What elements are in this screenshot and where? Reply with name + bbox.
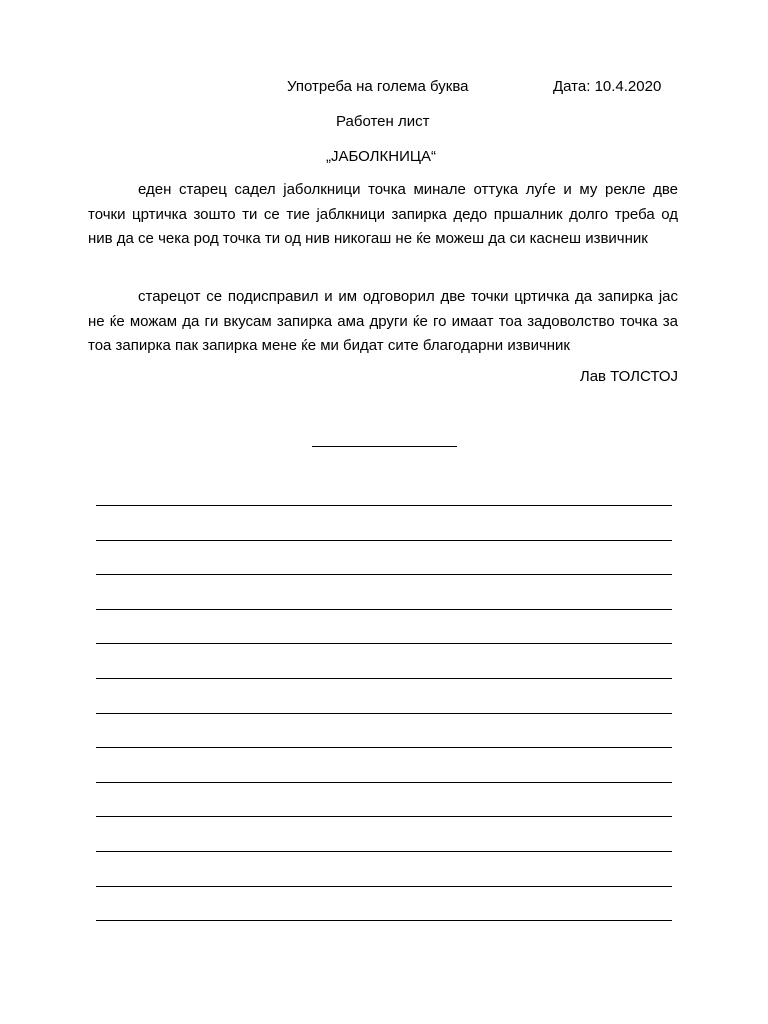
date-value: 10.4.2020	[594, 78, 662, 95]
answer-line[interactable]	[96, 747, 672, 748]
answer-line[interactable]	[96, 920, 672, 921]
date-field	[553, 78, 661, 95]
story-paragraph-1: еден старец садел јаболкници точка минале оттука луѓе и му рекле две точки цртичка зошто ти се тие јаблкници запирка дедо пршалник долго треба од нив да се чека род точка ти од нив никогаш не ќе можеш да си каснеш извичник	[88, 181, 678, 247]
story-title: „ЈАБОЛКНИЦА“	[326, 148, 436, 165]
story-author: Лав ТОЛСТОЈ	[579, 368, 678, 385]
lesson-topic: Употреба на голема буква	[287, 78, 469, 95]
answer-line[interactable]	[96, 609, 672, 610]
answer-line[interactable]	[96, 643, 672, 644]
answer-line[interactable]	[96, 851, 672, 852]
answer-line[interactable]	[96, 886, 672, 887]
worksheet-subtitle: Работен лист	[336, 113, 430, 130]
answer-line[interactable]	[96, 816, 672, 817]
answer-line[interactable]	[96, 713, 672, 714]
answer-line[interactable]	[96, 782, 672, 783]
answer-line[interactable]	[96, 540, 672, 541]
title-answer-line[interactable]	[312, 446, 457, 447]
answer-line[interactable]	[96, 678, 672, 679]
story-paragraph-2: старецот се подисправил и им одговорил две точки цртичка да запирка јас не ќе можам да ги вкусам запирка ама други ќе го имаат тоа задоволство точка за тоа запирка пак запирка мене ќе ми бидат сите благодарни извичник	[88, 288, 678, 354]
answer-line[interactable]	[96, 505, 672, 506]
answer-line[interactable]	[96, 574, 672, 575]
date-label: Дата:	[553, 78, 591, 95]
